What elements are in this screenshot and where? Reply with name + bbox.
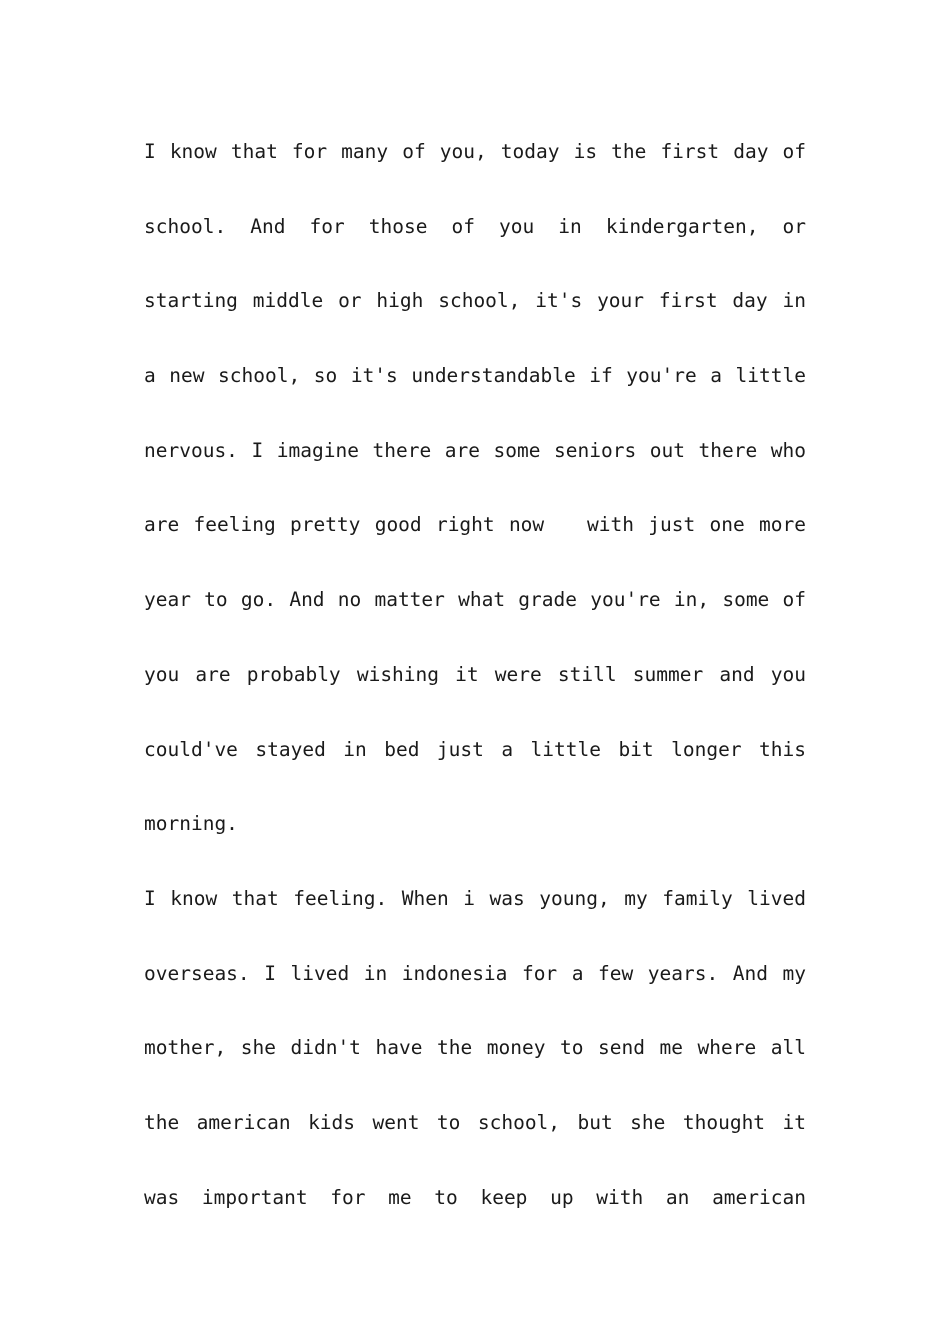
text-line-1: I know that for many of you, today is the first day of bbox=[144, 140, 806, 163]
text-line-13: mother, she didn't have the money to send me where all bbox=[144, 1036, 806, 1060]
text-line-5: nervous. I imagine there are some seniors out there who bbox=[144, 438, 806, 462]
text-line-10: morning. bbox=[144, 812, 238, 836]
text-line-8: you are probably wishing it were still summer and you bbox=[144, 662, 806, 686]
text-line-12: overseas. I lived in indonesia for a few years. And my bbox=[144, 961, 806, 985]
text-line-11: I know that feeling. When i was young, my family lived bbox=[144, 886, 806, 910]
text-line-3: starting middle or high school, it's your first day in bbox=[144, 289, 806, 313]
text-line-15: was important for me to keep up with an american bbox=[144, 1185, 806, 1209]
text-line-6: are feeling pretty good right now with just one more bbox=[144, 513, 806, 537]
text-line-7: year to go. And no matter what grade you're in, some of bbox=[144, 588, 806, 612]
body-text bbox=[144, 115, 806, 1235]
text-line-2: school. And for those of you in kindergarten, or bbox=[144, 214, 806, 238]
text-line-4: a new school, so it's understandable if you're a little bbox=[144, 364, 806, 388]
text-line-14: the american kids went to school, but she thought it bbox=[144, 1110, 806, 1134]
text-line-9: could've stayed in bed just a little bit longer this bbox=[144, 737, 806, 761]
